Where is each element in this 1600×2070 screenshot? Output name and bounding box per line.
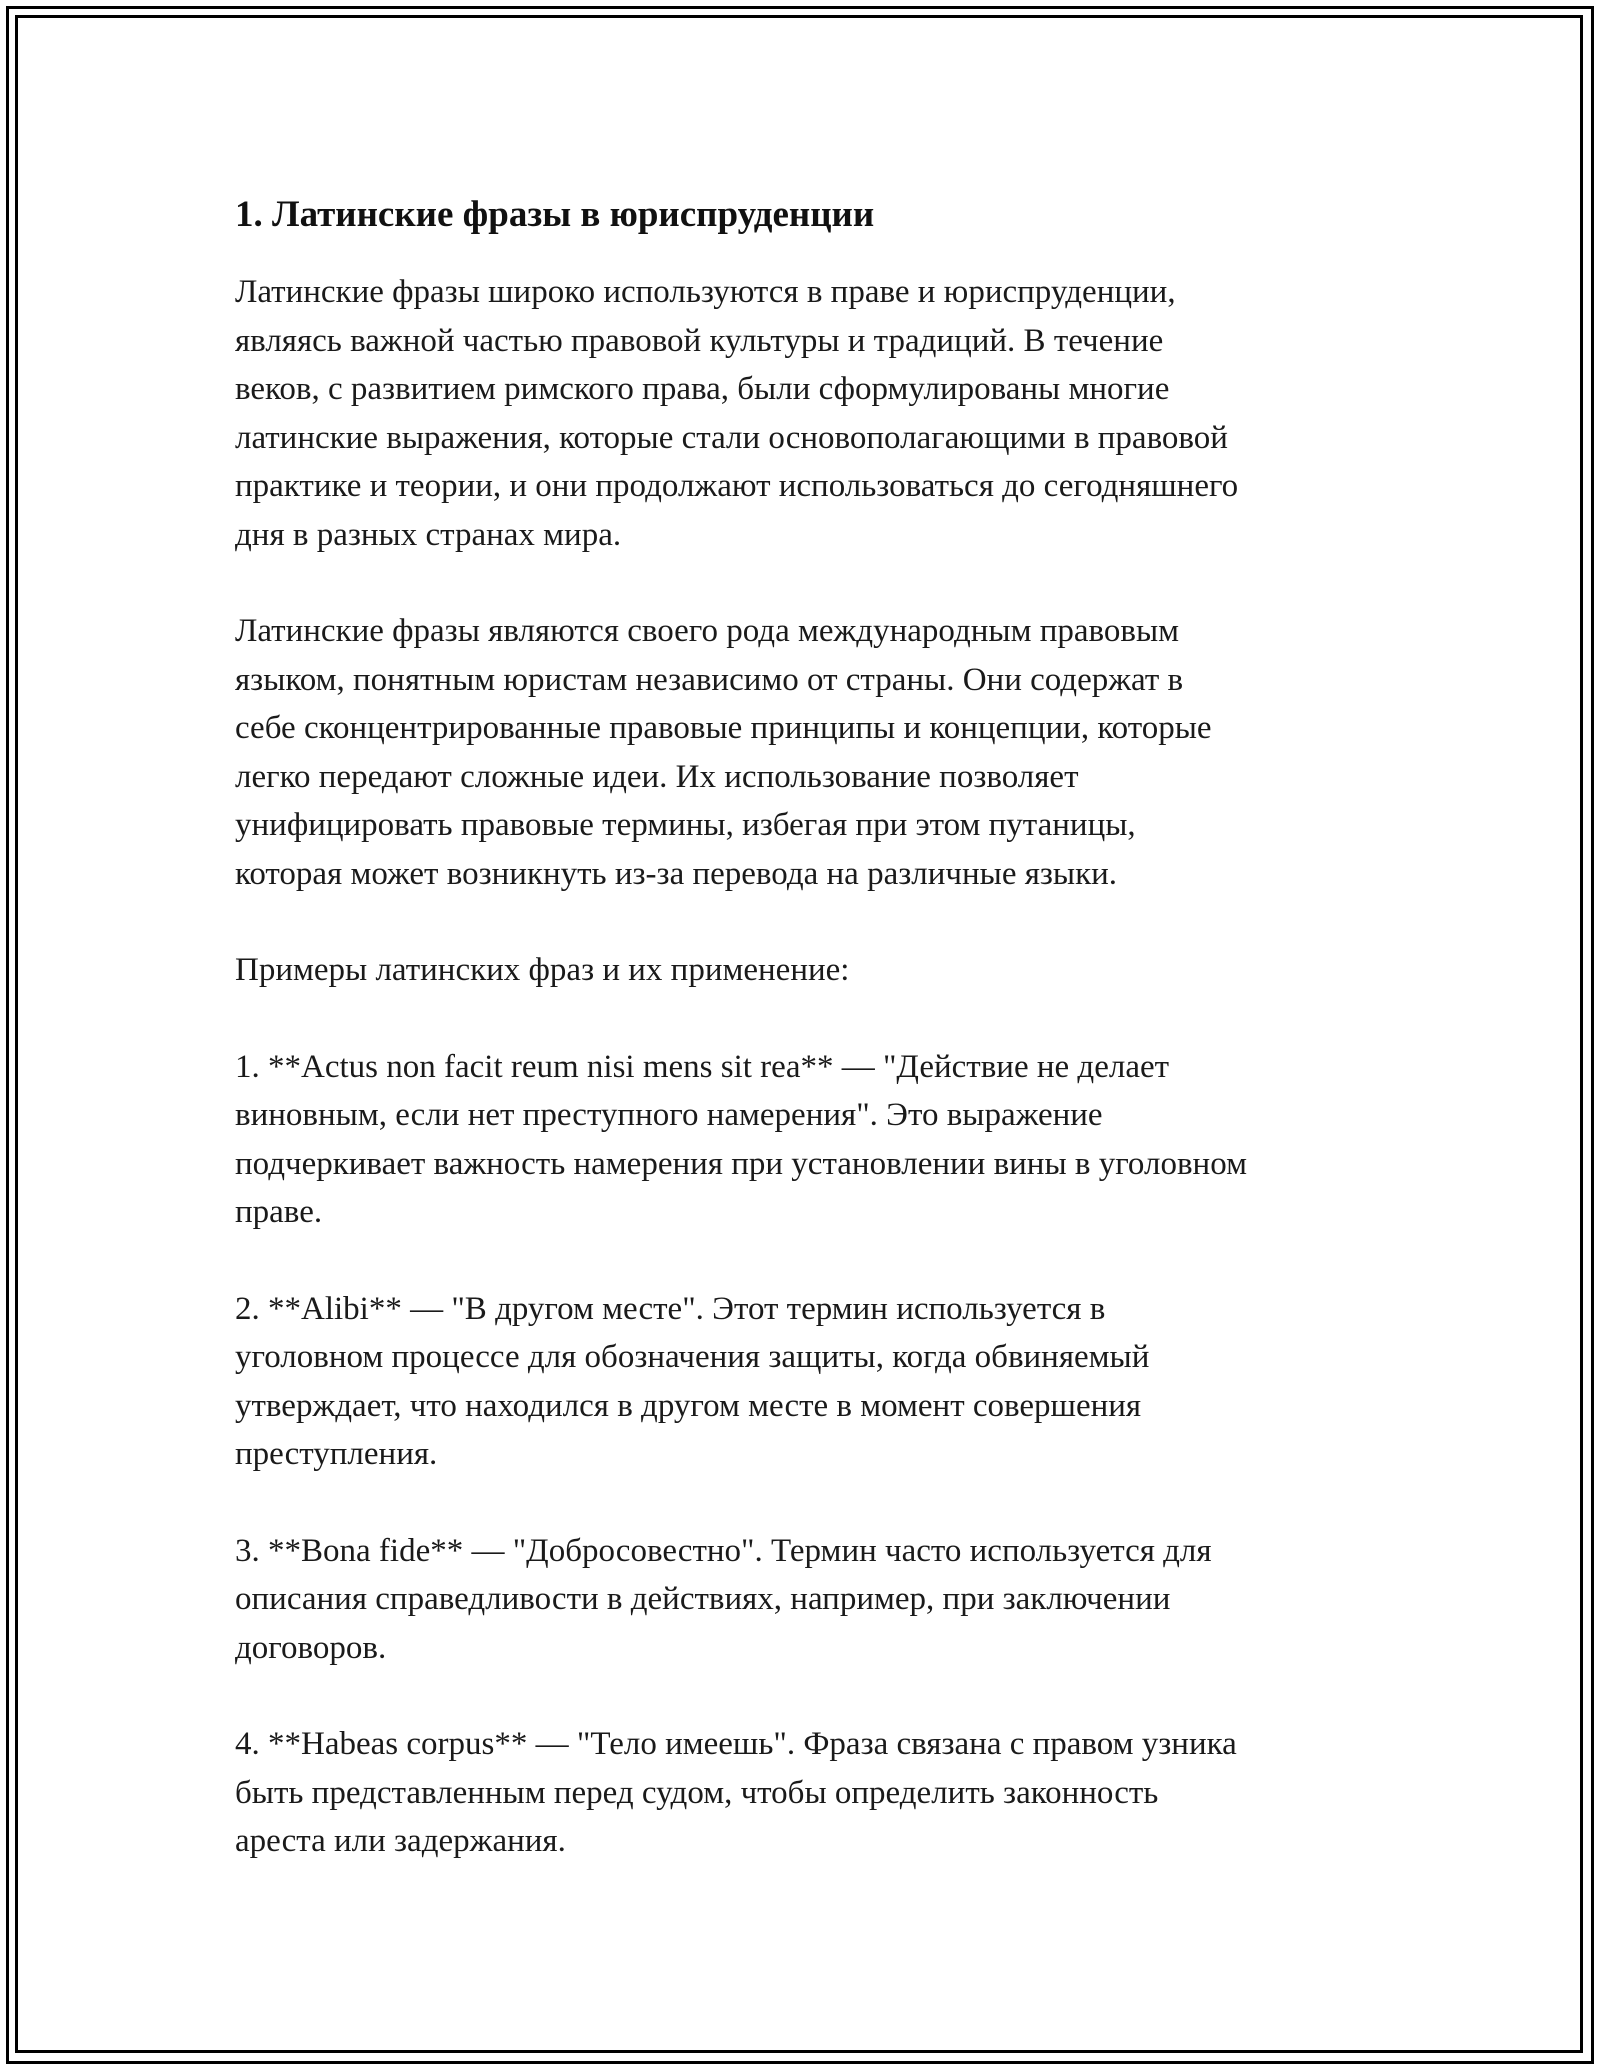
document-page [235, 190, 1385, 1914]
example-item-4: 4. **Habeas corpus** — "Тело имеешь". Фраза связана с правом узника быть представленным перед судом, чтобы определить законность ареста или задержания. [235, 1726, 1237, 1859]
example-item-1: 1. **Actus non facit reum nisi mens sit rea** — "Действие не делает виновным, если нет преступного намерения". Это выражение подчеркивает важность намерения при установлении вины в уголовном праве. [235, 1048, 1247, 1230]
section-heading: 1. Латинские фразы в юриспруденции [235, 194, 875, 235]
example-item-3: 3. **Bona fide** — "Добросовестно". Термин часто используется для описания справедливости в действиях, например, при заключении договоров. [235, 1532, 1212, 1666]
intro-paragraph: Латинские фразы широко используются в праве и юриспруденции, являясь важной частью правовой культуры и традиций. В течение веков, с развитием римского права, были сформулированы многие латинские выражения, которые стали основополагающими в правовой практике и теории, и они продолжают использоваться до сегодняшнего дня в разных странах мира. [235, 274, 1239, 553]
language-paragraph: Латинские фразы являются своего рода международным правовым языком, понятным юристам независимо от страны. Они содержат в себе сконцентрированные правовые принципы и концепции, которые легко передают сложные идеи. Их использование позволяет унифицировать правовые термины, избегая при этом путаницы, которая может возникнуть из-за перевода на различные языки. [235, 613, 1212, 892]
example-item-2: 2. **Alibi** — "В другом месте". Этот термин используется в уголовном процессе для обозначения защиты, когда обвиняемый утверждает, что находился в другом месте в момент совершения преступления. [235, 1290, 1150, 1472]
examples-intro: Примеры латинских фраз и их применение: [235, 952, 850, 988]
